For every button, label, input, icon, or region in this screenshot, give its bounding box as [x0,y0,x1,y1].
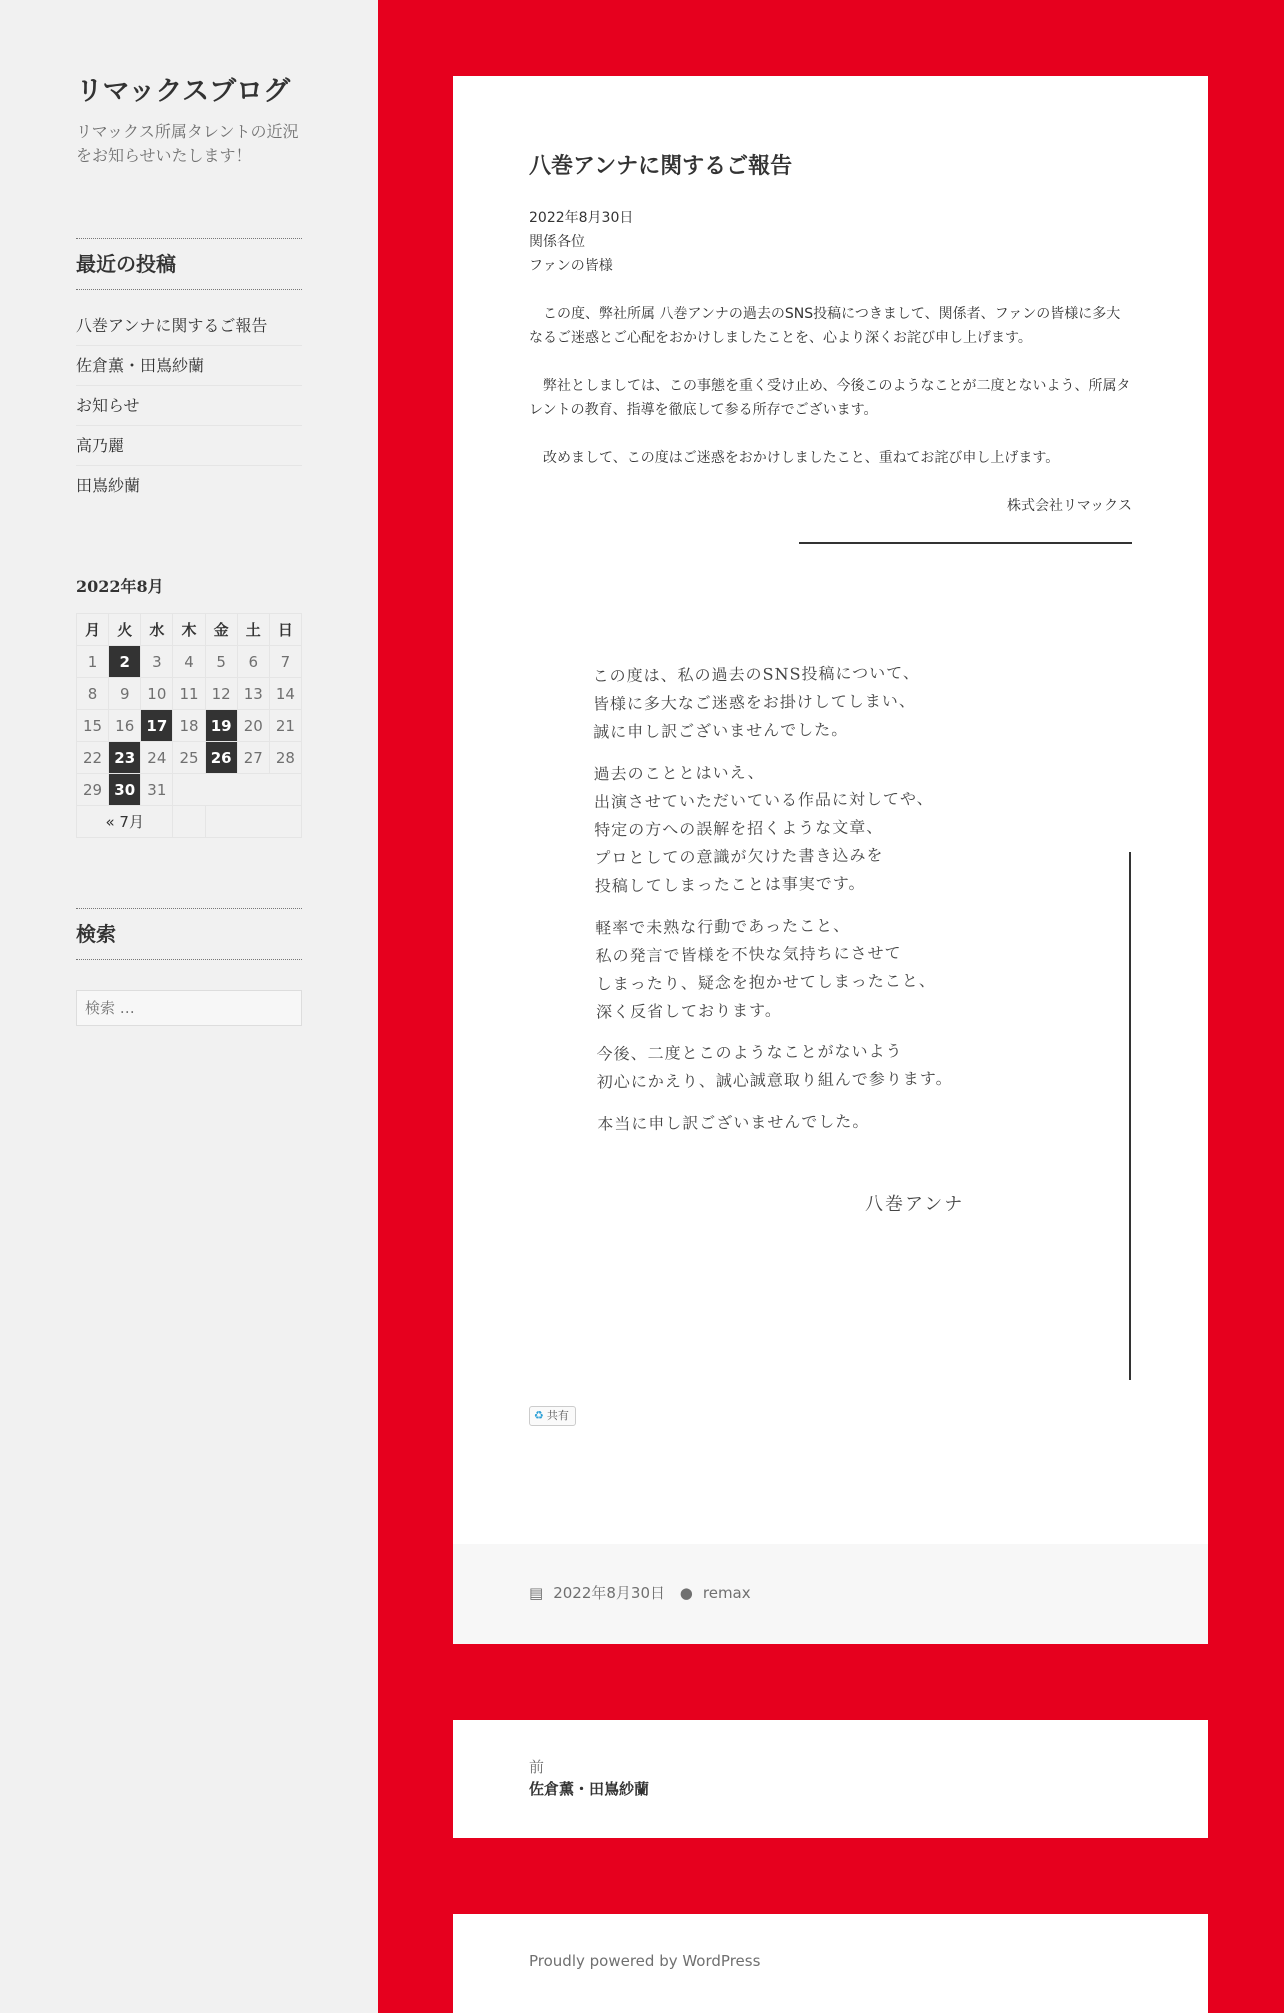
article-card [453,76,1208,1644]
recent-post-link[interactable]: お知らせ [76,386,302,426]
letter-line: 過去のこととはいえ、 [593,762,765,784]
letter-block [592,658,1073,747]
letter-line: 皆様に多大なご迷惑をお掛けしてしまい、 [592,691,916,714]
calendar-day-link[interactable]: 17 [141,710,173,742]
letter-line: プロとしての意識が欠けた書き込みを [594,845,884,868]
prev-post-label: 前 [529,1758,545,1776]
calendar-day: 10 [141,678,173,710]
recent-posts-widget [76,238,302,505]
calendar-day-link[interactable]: 19 [205,710,237,742]
recent-posts-list [76,306,302,505]
calendar-day: 25 [173,742,205,774]
addressee-line: ファンの皆様 [529,258,613,274]
letter-border-right [1129,852,1131,1380]
calendar-empty [173,806,205,838]
calendar-weekday: 月 [77,614,109,646]
calendar-icon: ▤ [529,1584,544,1602]
letter-line: 深く反省しております。 [596,1000,782,1022]
calendar-day: 22 [77,742,109,774]
calendar-weekday: 木 [173,614,205,646]
post-navigation [453,1720,1208,1838]
calendar-day: 18 [173,710,205,742]
user-icon: ● [679,1584,693,1602]
share-button[interactable] [529,1406,576,1426]
share-icon: ♻ [534,1409,544,1422]
letter-block [597,1105,1077,1138]
calendar-day: 1 [77,646,109,678]
calendar-day-link[interactable]: 26 [205,742,237,774]
calendar-day: 21 [269,710,301,742]
letter-line: 出演させていただいている作品に対してや、 [593,788,934,812]
calendar-weekday: 火 [109,614,141,646]
recent-post-link[interactable]: 高乃麗 [76,426,302,466]
article-paragraph: この度、弊社所属 八巻アンナの過去のSNS投稿につきまして、関係者、ファンの皆様に多大なるご迷惑とご心配をおかけしましたことを、心より深くお詫び申し上げます。 [529,306,1121,346]
calendar-day-link[interactable]: 23 [109,742,141,774]
calendar-day: 14 [269,678,301,710]
recent-posts-title: 最近の投稿 [76,238,302,290]
letter-line: 特定の方への誤解を招くような文章、 [594,817,884,840]
calendar-widget [76,575,302,838]
calendar-table [76,613,302,838]
calendar-day: 12 [205,678,237,710]
calendar-weekday: 土 [237,614,269,646]
company-signature: 株式会社リマックス [1006,498,1132,514]
letter-line: 軽率で未熟な行動であったこと、 [595,915,851,938]
calendar-weekday: 日 [269,614,301,646]
site-footer [453,1914,1208,2013]
letter-line: 本当に申し訳ございませんでした。 [597,1111,870,1134]
calendar-prev-month-link[interactable]: « 7月 [77,806,173,838]
calendar-day: 9 [109,678,141,710]
sidebar [0,0,378,2013]
share-label: 共有 [546,1409,569,1422]
calendar-day: 11 [173,678,205,710]
calendar-day: 3 [141,646,173,678]
author-link[interactable]: remax [702,1584,751,1602]
calendar-day: 7 [269,646,301,678]
calendar-day: 20 [237,710,269,742]
letter-line: 誠に申し訳ございませんでした。 [593,719,849,742]
prev-post-title: 佐倉薫・田嶌紗蘭 [529,1780,650,1798]
entry-meta [529,1582,761,1603]
calendar-day: 29 [77,774,109,806]
calendar-day: 6 [237,646,269,678]
addressee-line: 関係各位 [529,234,585,250]
article-header-lines [529,206,1132,278]
site-title[interactable]: リマックスブログ [76,76,291,107]
article-content [529,152,1132,1426]
calendar-weekday: 金 [205,614,237,646]
calendar-day: 15 [77,710,109,742]
letter-line: 今後、二度とこのようなことがないよう [596,1041,903,1064]
handwritten-letter-image [529,530,1132,1380]
letter-block [595,909,1076,1026]
site-description: リマックス所属タレントの近況をお知らせいたします！ [76,122,299,165]
article-date-line: 2022年8月30日 [529,210,634,226]
calendar-caption: 2022年8月 [76,577,164,596]
search-widget [76,908,302,1026]
calendar-day-link[interactable]: 2 [109,646,141,678]
calendar-empty [205,806,301,838]
letter-block [596,1035,1077,1096]
calendar-day: 24 [141,742,173,774]
calendar-day: 16 [109,710,141,742]
article-paragraph: 改めまして、この度はご迷惑をおかけしましたこと、重ねてお詫び申し上げます。 [529,450,1060,466]
search-input[interactable] [76,990,302,1026]
letter-line: この度は、私の過去のSNS投稿について、 [592,663,920,686]
powered-by-link[interactable]: Proudly powered by WordPress [529,1952,761,1970]
letter-line: 投稿してしまったことは事実です。 [594,873,866,896]
letter-line: 私の発言で皆様を不快な気持ちにさせて [595,943,902,966]
post-date-link[interactable]: 2022年8月30日 [553,1584,665,1602]
calendar-day: 31 [141,774,173,806]
calendar-day: 4 [173,646,205,678]
sidebar-inner [76,70,302,1026]
article-paragraph: 弊社としましては、この事態を重く受け止め、今後このようなことが二度とないよう、所属タレントの教育、指導を徹底して参る所存でございます。 [529,378,1131,418]
calendar-day-link[interactable]: 30 [109,774,141,806]
handwritten-text [592,658,1077,1153]
recent-post-link[interactable]: 八巻アンナに関するご報告 [76,306,302,346]
letter-border-top [799,542,1132,544]
recent-post-link[interactable]: 田嶌紗蘭 [76,476,141,495]
search-title: 検索 [76,908,302,960]
calendar-day: 5 [205,646,237,678]
calendar-day: 8 [77,678,109,710]
letter-line: しまったり、疑念を抱かせてしまったこと、 [595,970,936,994]
letter-line: 初心にかえり、誠心誠意取り組んで参ります。 [596,1068,953,1092]
recent-post-link[interactable]: 佐倉薫・田嶌紗蘭 [76,346,302,386]
letter-signature: 八巻アンナ [865,1194,965,1215]
prev-post-link[interactable] [529,1756,649,1800]
calendar-weekday: 水 [141,614,173,646]
calendar-day: 13 [237,678,269,710]
article-title: 八巻アンナに関するご報告 [529,154,793,179]
letter-block [593,755,1074,900]
calendar-day: 27 [237,742,269,774]
entry-footer [453,1544,1208,1644]
calendar-empty [173,774,302,806]
calendar-day: 28 [269,742,301,774]
